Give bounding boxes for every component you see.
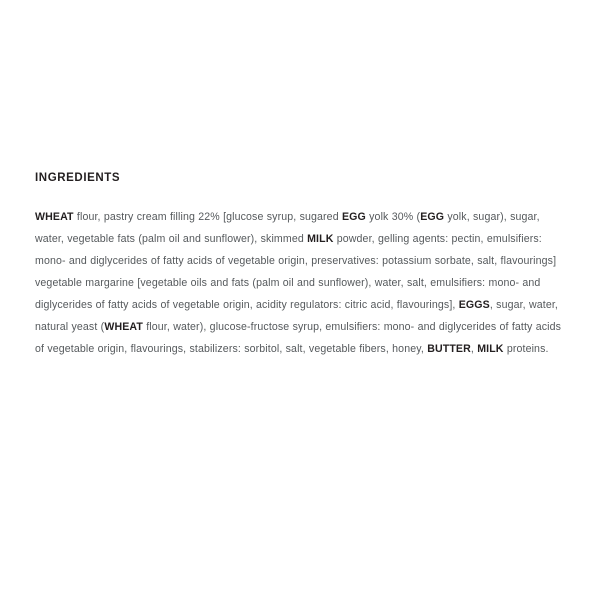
allergen-term: MILK bbox=[477, 342, 504, 355]
ingredient-text: yolk 30% ( bbox=[365, 210, 421, 223]
ingredient-text: yolk, sugar), sugar, water, vegetable fats (palm oil and sunflower), skimmed bbox=[35, 210, 540, 245]
allergen-term: EGG bbox=[341, 210, 366, 223]
ingredient-text: flour, pastry cream filling 22% [glucose syrup, sugared bbox=[73, 210, 342, 223]
ingredient-text: , sugar, water, natural yeast ( bbox=[35, 298, 558, 333]
ingredient-text: powder, gelling agents: pectin, emulsifiers: mono- and diglycerides of fatty acids of vegetable origin, preservatives: potassium sorbate, salt, flavourings] vegetable margarine [vegetable oils and fats (palm oil and sunflower), water, salt, emulsifiers: mono- and diglycerides of fatty acids of vegetable origin, acidity regulators: citric acid, flavourings], bbox=[35, 232, 557, 311]
allergen-term: WHEAT bbox=[35, 210, 74, 223]
ingredient-text: , bbox=[470, 342, 478, 355]
ingredients-paragraph bbox=[35, 206, 571, 360]
allergen-term: EGGS bbox=[458, 298, 490, 311]
ingredient-text: proteins. bbox=[503, 342, 549, 355]
ingredients-section bbox=[35, 172, 571, 360]
section-heading: INGREDIENTS bbox=[35, 172, 121, 184]
allergen-term: WHEAT bbox=[104, 320, 143, 333]
allergen-term: BUTTER bbox=[427, 342, 471, 355]
allergen-term: EGG bbox=[420, 210, 445, 223]
ingredient-text: flour, water), glucose-fructose syrup, emulsifiers: mono- and diglycerides of fatty acids of vegetable origin, flavourings, stabilizers: sorbitol, salt, vegetable fibers, honey, bbox=[35, 320, 562, 355]
allergen-term: MILK bbox=[307, 232, 334, 245]
